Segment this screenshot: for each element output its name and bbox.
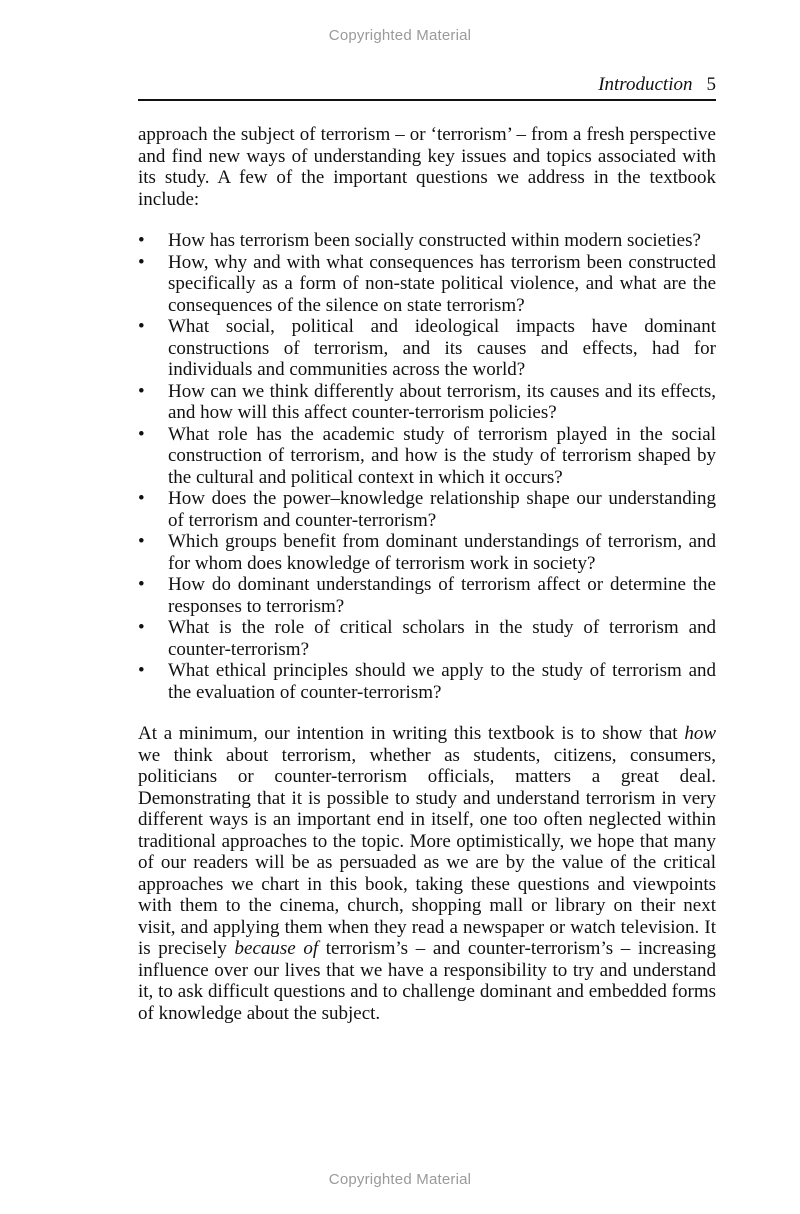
bullet-icon: • <box>138 617 145 638</box>
closing-paragraph <box>138 723 716 1024</box>
question-text: What ethical principles should we apply to the study of terrorism and the evaluation of counter-terrorism? <box>168 660 716 703</box>
question-text: How do dominant understandings of terrorism affect or determine the responses to terrorism? <box>168 574 716 617</box>
bullet-icon: • <box>138 660 145 681</box>
list-item <box>138 424 716 489</box>
chapter-title: Introduction <box>598 74 693 95</box>
list-item <box>138 252 716 317</box>
list-item <box>138 660 716 703</box>
list-item <box>138 531 716 574</box>
emphasis-because-of: because of <box>234 938 319 959</box>
question-text: What is the role of critical scholars in the study of terrorism and counter-terrorism? <box>168 617 716 660</box>
intro-paragraph: approach the subject of terrorism – or ‘terrorism’ – from a fresh perspective and find new ways of understanding key issues and topics associated with its study. A few of the important questions we address in the textbook include: <box>138 124 716 210</box>
questions-list <box>138 230 716 703</box>
copyright-watermark-top: Copyrighted Material <box>328 27 472 44</box>
copyright-watermark-bottom: Copyrighted Material <box>328 1171 472 1188</box>
list-item <box>138 381 716 424</box>
question-text: What role has the academic study of terrorism played in the social construction of terrorism, and how is the study of terrorism shaped by the cultural and political context in which it occurs? <box>168 423 716 488</box>
bullet-icon: • <box>138 423 145 445</box>
bullet-icon: • <box>138 531 145 552</box>
bullet-icon: • <box>138 251 145 273</box>
question-text: How can we think differently about terrorism, its causes and its effects, and how will this affect counter-terrorism policies? <box>168 380 716 423</box>
emphasis-how: how <box>684 723 716 744</box>
header-rule <box>138 99 716 101</box>
list-item <box>138 230 716 252</box>
list-item <box>138 316 716 381</box>
list-item <box>138 617 716 660</box>
running-head <box>138 72 716 98</box>
page-number: 5 <box>706 74 716 95</box>
bullet-icon: • <box>138 316 145 337</box>
closing-text-part-2: we think about terrorism, whether as students, citizens, consumers, politicians or counter-terrorism officials, matters a great deal. Demonstrating that it is possible to study and understand terrorism in very different ways is an important end in itself, one too often neglected within traditional approaches to the topic. More optimistically, we hope that many of our readers will be as persuaded as we are by the value of the critical approaches we chart in this book, taking these questions and viewpoints with them to the cinema, church, shopping mall or library on their next visit, and applying them when they read a newspaper or watch television. It is precisely <box>138 744 716 959</box>
closing-text-part-3: terrorism’s – and counter-terrorism’s – increasing influence over our lives that we have a responsibility to try and understand it, to ask difficult questions and to challenge dominant and embedded forms of knowledge about the subject. <box>138 938 716 1024</box>
bullet-icon: • <box>138 488 145 509</box>
list-item <box>138 488 716 531</box>
bullet-icon: • <box>138 380 145 402</box>
list-item <box>138 574 716 617</box>
bullet-icon: • <box>138 574 145 595</box>
question-text: What social, political and ideological impacts have dominant constructions of terrorism, and its causes and effects, had for individuals and communities across the world? <box>168 316 716 380</box>
closing-text-part-1: At a minimum, our intention in writing this textbook is to show that <box>138 723 685 744</box>
question-text: How has terrorism been socially constructed within modern societies? <box>168 230 701 251</box>
page-body <box>138 124 716 1024</box>
bullet-icon: • <box>138 230 145 251</box>
question-text: How, why and with what consequences has terrorism been constructed specifically as a form of non-state political violence, and what are the consequences of the silence on state terrorism? <box>168 251 716 316</box>
question-text: Which groups benefit from dominant understandings of terrorism, and for whom does knowledge of terrorism work in society? <box>168 531 716 574</box>
question-text: How does the power–knowledge relationship shape our understanding of terrorism and counter-terrorism? <box>168 488 716 531</box>
